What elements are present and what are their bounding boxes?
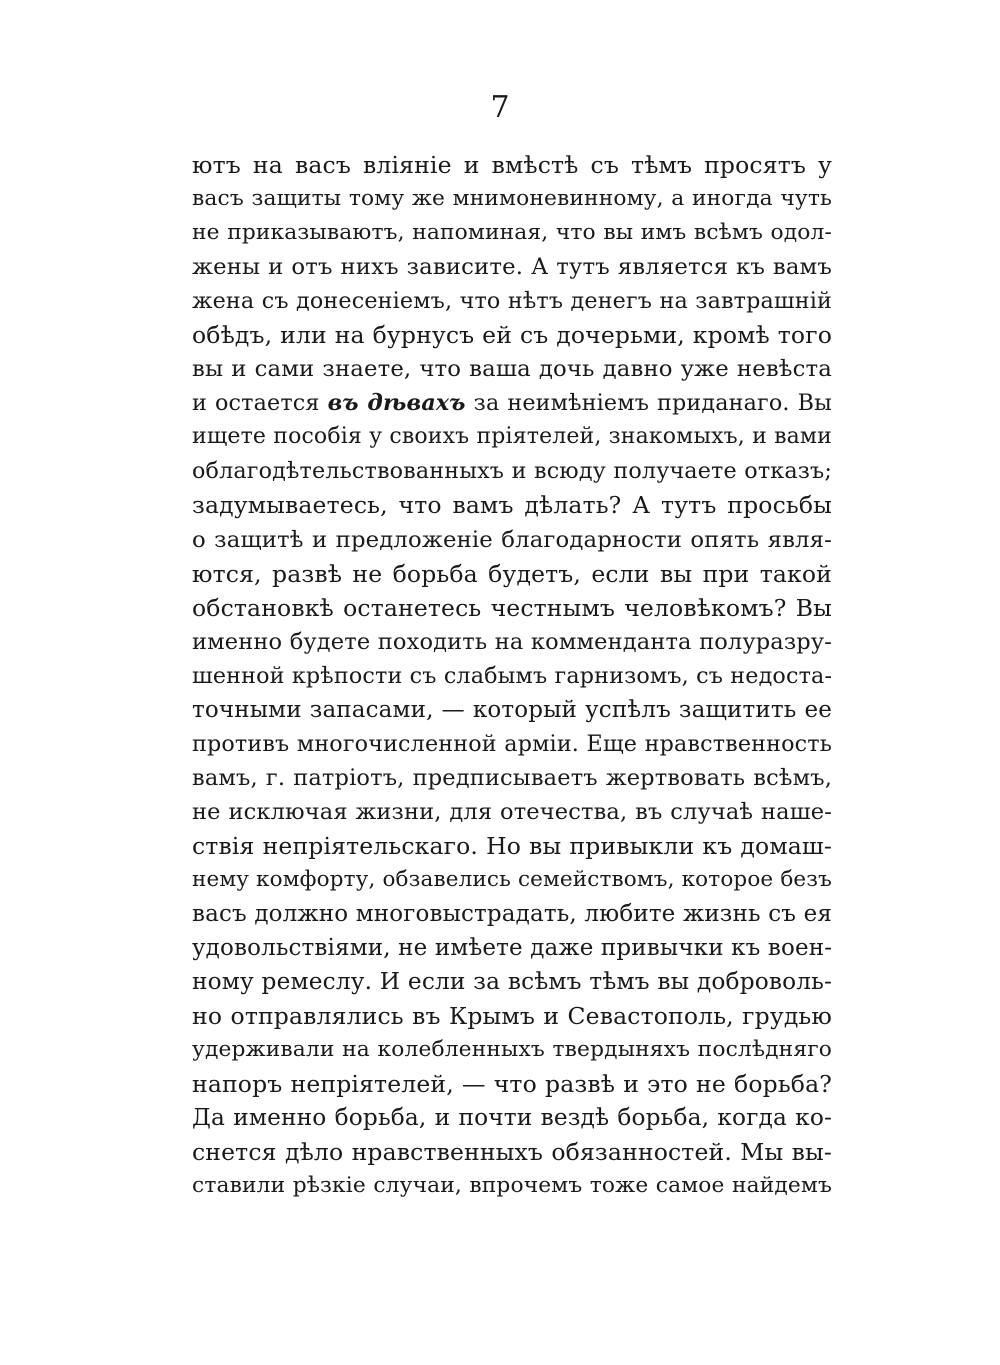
text-line-with-italic: [192, 386, 832, 420]
text-line: но отправлялись въ Крымъ и Севастополь, грудью: [192, 1002, 832, 1031]
text-line: ному ремеслу. И если за всѣмъ тѣмъ вы доброволь-: [192, 968, 832, 996]
text-line: противъ многочисленной арміи. Еще нравственность: [192, 730, 832, 757]
text-line: обстановкѣ останетесь честнымъ человѣкомъ? Вы: [192, 593, 832, 622]
text-line: снется дѣло нравственныхъ обязанностей. Мы вы-: [192, 1138, 832, 1167]
text-line: ются, развѣ не борьба будетъ, если вы при такой: [192, 559, 832, 588]
body-text: [192, 148, 832, 1203]
text-line: ствія непріятельскаго. Но вы привыкли къ домаш-: [192, 831, 832, 860]
text-fragment: за неимѣніемъ приданаго. Вы: [465, 390, 833, 417]
page-number: 7: [490, 90, 510, 125]
text-line: удерживали на колебленныхъ твердыняхъ послѣдняго: [192, 1037, 832, 1063]
text-line: ютъ на васъ вліяніе и вмѣстѣ съ тѣмъ просятъ у: [192, 151, 832, 179]
italic-phrase: въ дѣвахъ: [327, 390, 466, 417]
text-line: облагодѣтельствованныхъ и всюду получаете отказъ;: [192, 458, 832, 485]
text-line: вы и сами знаете, что ваша дочь давно уже невѣста: [192, 356, 832, 383]
text-line: нему комфорту, обзавелись семействомъ, которое безъ: [192, 866, 832, 892]
text-line: о защитѣ и предложеніе благодарности опять явля-: [192, 526, 832, 553]
text-line: васъ должно многовыстрадать, любите жизнь съ ея: [192, 901, 832, 928]
text-line: задумываетесь, что вамъ дѣлать? А тутъ просьбы: [192, 491, 832, 520]
text-line: точными запасами, — который успѣлъ защитить ее: [192, 696, 832, 723]
text-line: вамъ, г. патріотъ, предписываетъ жертвовать всѣмъ,: [192, 764, 832, 791]
text-line: шенной крѣпости съ слабымъ гарнизомъ, съ недоста-: [192, 662, 833, 689]
text-line: ставили рѣзкіе случаи, впрочемъ тоже самое найдемъ: [192, 1173, 832, 1199]
text-line: обѣдъ, или на бурнусъ ей съ дочерьми, кромѣ того: [192, 321, 832, 350]
text-line: васъ защиты тому же мнимоневинному, а иногда чуть: [192, 186, 832, 212]
text-line: удовольствіями, не имѣете даже привычки къ воен-: [192, 935, 833, 962]
text-line: жены и отъ нихъ зависите. А тутъ является къ вамъ: [192, 254, 832, 281]
text-line: не исключая жизни, для отечества, въ случаѣ наше-: [192, 798, 832, 825]
text-line: не приказываютъ, напоминая, что вы имъ всѣмъ одол-: [192, 220, 832, 246]
text-line: именно будете походить на комменданта полуразру-: [192, 628, 832, 655]
text-fragment: и остается: [192, 390, 328, 417]
text-line: ищете пособія у своихъ пріятелей, знакомыхъ, и вами: [192, 424, 832, 450]
text-line: напоръ непріятелей, — что развѣ и это не борьба?: [192, 1070, 832, 1099]
text-line: Да именно борьба, и почти вездѣ борьба, когда ко-: [192, 1104, 832, 1132]
text-line: жена съ донесеніемъ, что нѣтъ денегъ на завтрашній: [192, 288, 832, 315]
